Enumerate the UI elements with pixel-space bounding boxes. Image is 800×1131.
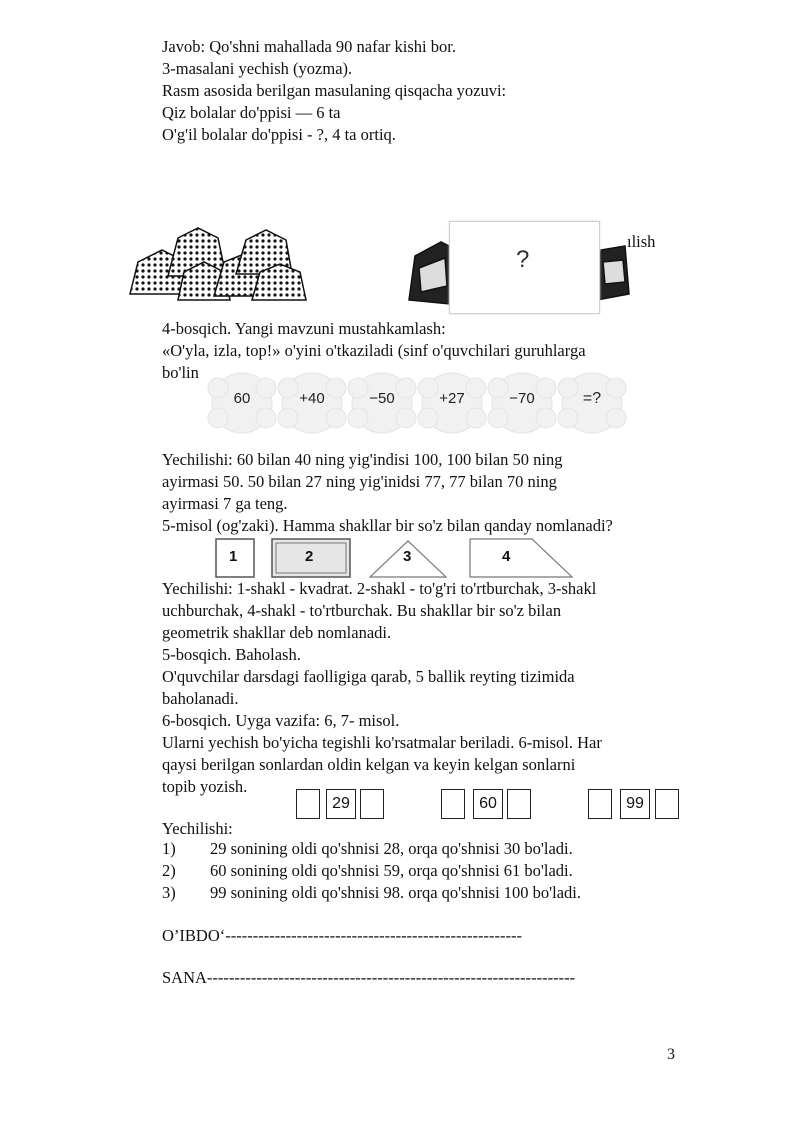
number-value: 99 bbox=[626, 795, 644, 812]
list-number: 3) bbox=[162, 883, 176, 902]
solution-heading: Yechilishi: bbox=[162, 819, 233, 838]
text-line: ayirmasi 7 ga teng. bbox=[162, 494, 288, 513]
chain-value: 60 bbox=[233, 390, 251, 407]
blank-box bbox=[296, 789, 320, 819]
text-line: bo'lin bbox=[162, 363, 199, 382]
shape-number: 1 bbox=[229, 548, 238, 565]
chain-value: +27 bbox=[439, 390, 465, 407]
list-item: 29 sonining oldi qo'shnisi 28, orqa qo'shnisi 30 bo'ladi. bbox=[210, 839, 573, 858]
list-number: 1) bbox=[162, 839, 176, 858]
question-mark: ? bbox=[516, 246, 530, 273]
blank-box bbox=[360, 789, 384, 819]
text-line: O'g'il bolalar do'ppisi - ?, 4 ta ortiq. bbox=[162, 125, 396, 144]
date-line: SANA------------------------------------------------------------------- bbox=[162, 968, 576, 987]
number-box bbox=[473, 789, 503, 819]
blank-box bbox=[507, 789, 531, 819]
text-line: Rasm asosida berilgan masulaning qisqacha yozuvi: bbox=[162, 81, 507, 100]
solution-line: Yechilishi: 1-shakl - kvadrat. 2-shakl - to'g'ri to'rtburchak, 3-shakl bbox=[162, 579, 597, 598]
list-item: 99 sonining oldi qo'shnisi 98. orqa qo'shnisi 100 bo'ladi. bbox=[210, 883, 582, 902]
chain-value: −70 bbox=[509, 390, 535, 407]
example-heading: 5-misol (og'zaki). Hamma shakllar bir so'z bilan qanday nomlanadi? bbox=[162, 516, 613, 535]
problem-heading: 3-masalani yechish (yozma). bbox=[162, 59, 353, 78]
number-box bbox=[326, 789, 356, 819]
blank-box bbox=[655, 789, 679, 819]
text-line: O'quvchilar darsdagi faolligiga qarab, 5 ballik reyting tizimida bbox=[162, 667, 575, 686]
text-line: uchburchak, 4-shakl - to'rtburchak. Bu shakllar bir so'z bilan bbox=[162, 601, 562, 620]
solution-line: Yechilishi: 60 bilan 40 ning yig'indisi 100, 100 bilan 50 ning bbox=[162, 450, 563, 469]
text-line: geometrik shakllar deb nomlanadi. bbox=[162, 623, 392, 642]
text-line: ayirmasi 50. 50 bilan 27 ning yig'inidsi 77, 77 bilan 70 ning bbox=[162, 472, 557, 491]
partial-text: ılish bbox=[627, 232, 656, 251]
list-item: 60 sonining oldi qo'shnisi 59, orqa qo'shnisi 61 bo'ladi. bbox=[210, 861, 573, 880]
text-line: qaysi berilgan sonlardan oldin kelgan va keyin kelgan sonlarni bbox=[162, 755, 576, 774]
question-box bbox=[449, 221, 600, 314]
number-box bbox=[620, 789, 650, 819]
shape-number: 4 bbox=[502, 548, 511, 565]
chain-value: +40 bbox=[299, 390, 325, 407]
shape-number: 2 bbox=[305, 548, 314, 565]
chain-value: −50 bbox=[369, 390, 395, 407]
signature-line: O’IBDO‘------------------------------------------------------ bbox=[162, 926, 522, 945]
blank-box bbox=[588, 789, 612, 819]
text-line: «O'yla, izla, top!» o'yini o'tkaziladi (sinf o'quvchilari guruhlarga bbox=[162, 341, 586, 360]
number-value: 29 bbox=[332, 795, 350, 812]
girls-hats-illustration bbox=[128, 226, 308, 302]
stage-heading: 4-bosqich. Yangi mavzuni mustahkamlash: bbox=[162, 319, 446, 338]
page-number: 3 bbox=[667, 1046, 675, 1063]
shape-number: 3 bbox=[403, 548, 412, 565]
text-line: Qiz bolalar do'ppisi — 6 ta bbox=[162, 103, 341, 122]
stage-heading: 5-bosqich. Baholash. bbox=[162, 645, 301, 664]
chain-value: =? bbox=[582, 390, 602, 407]
text-line: Ularni yechish bo'yicha tegishli ko'rsatmalar beriladi. 6-misol. Har bbox=[162, 733, 602, 752]
shapes-figure bbox=[214, 537, 576, 581]
stage-heading: 6-bosqich. Uyga vazifa: 6, 7- misol. bbox=[162, 711, 400, 730]
text-line: topib yozish. bbox=[162, 777, 248, 796]
number-value: 60 bbox=[479, 795, 497, 812]
blank-box bbox=[441, 789, 465, 819]
text-line: baholanadi. bbox=[162, 689, 239, 708]
answer-line: Javob: Qo'shni mahallada 90 nafar kishi bor. bbox=[162, 37, 456, 56]
trapezoid-shape bbox=[470, 539, 572, 577]
list-number: 2) bbox=[162, 861, 176, 880]
